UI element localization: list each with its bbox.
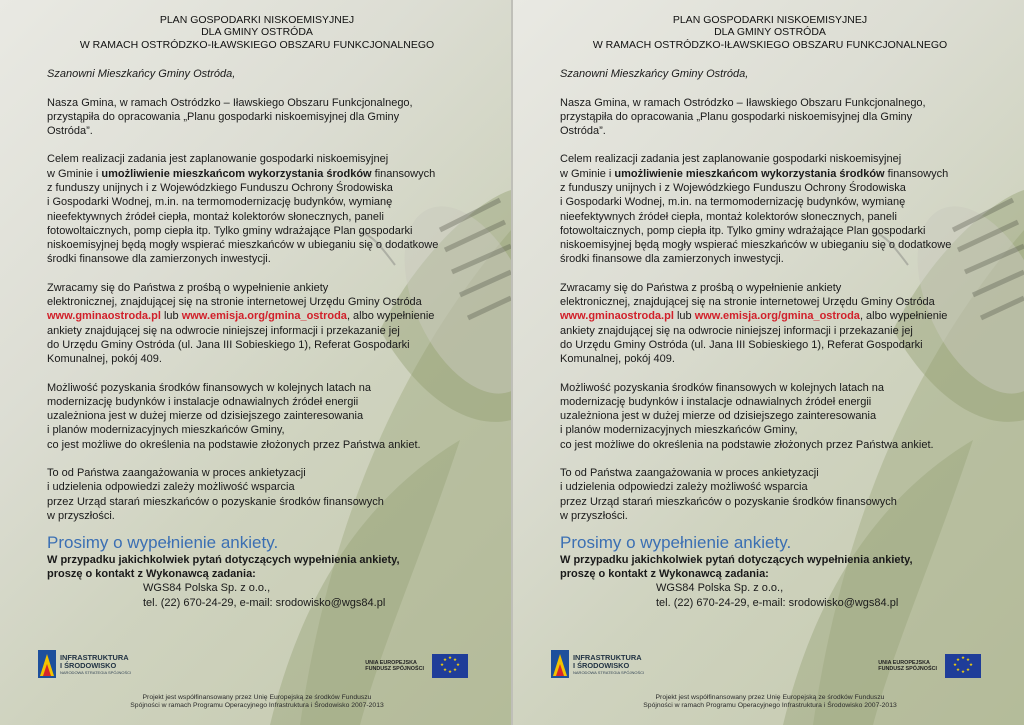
paragraph-intro (47, 96, 467, 139)
text-line: modernizację budynków i instalacje odnawialnych źródeł energii (47, 395, 359, 408)
contact-line: proszę o kontakt z Wykonawcą zadania: (560, 568, 769, 581)
eu-line: UNIA EUROPEJSKA (878, 659, 930, 666)
text-line: modernizację budynków i instalacje odnawialnych źródeł energii (560, 395, 872, 408)
text-line: przez Urząd starań mieszkańców o pozyskanie środków finansowych (47, 495, 384, 508)
text-line: uzależniona jest w dużej mierze od dzisiejszego zainteresowania (47, 410, 364, 423)
header-line: W RAMACH OSTRÓDZKO-IŁAWSKIEGO OBSZARU FUNKCJONALNEGO (79, 38, 435, 51)
bold-emphasis: umożliwienie mieszkańcom wykorzystania środków (614, 167, 885, 180)
gmina-website-link[interactable]: www.gminaostroda.pl (560, 310, 674, 323)
leaflet-content (47, 14, 467, 610)
text-line: i planów modernizacyjnych mieszkańców Gminy, (560, 424, 798, 437)
footer-logos (38, 650, 468, 682)
eu-line: FUNDUSZ SPÓJNOŚCI (878, 666, 937, 672)
paragraph-goal (560, 152, 980, 266)
text-line: i udzielenia odpowiedzi zależy możliwość wsparcia (47, 481, 295, 494)
bold-emphasis: umożliwienie mieszkańcom wykorzystania środków (101, 167, 372, 180)
text-line (560, 309, 980, 323)
footer-logos (551, 650, 981, 682)
text-span: finansowych (884, 167, 949, 180)
text-span: , albo wypełnienie (346, 310, 435, 323)
infrastruktura-logo (551, 650, 644, 678)
gmina-website-link[interactable]: www.gminaostroda.pl (47, 310, 161, 323)
text-line: ankiety znajdującej się na odwrocie niniejszej informacji i przekazanie jej (47, 324, 400, 337)
document-header (550, 14, 990, 51)
text-line: Komunalnej, pokój 409. (47, 353, 162, 366)
contact-block (560, 553, 980, 581)
footnote-line: Spójności w ramach Programu Operacyjnego Infrastruktura i Środowisko 2007-2013 (643, 702, 897, 710)
text-line: do Urzędu Gminy Ostróda (ul. Jana III Sobieskiego 1), Referat Gospodarki (560, 338, 923, 351)
eu-flag-icon: ★ ★ ★ ★ ★ ★ ★ ★ (945, 654, 981, 678)
text-line: środki finansowe dla zamierzonych inwestycji. (560, 253, 784, 266)
contact-line: W przypadku jakichkolwiek pytań dotyczących wypełnienia ankiety, (47, 554, 400, 567)
text-line: Zwracamy się do Państwa z prośbą o wypełnienie ankiety (47, 281, 329, 294)
eu-logo (878, 654, 981, 678)
contact-block (47, 553, 467, 581)
header-line: PLAN GOSPODARKI NISKOEMISYJNEJ (672, 14, 868, 26)
text-line: co jest możliwe do określenia na podstawie złożonych przez Państwa ankiet. (560, 438, 934, 451)
text-line: i planów modernizacyjnych mieszkańców Gminy, (47, 424, 285, 437)
text-line: niskoemisyjnej będą mogły wspierać mieszkańców w ubieganiu się o dodatkowe (560, 239, 952, 252)
header-line: DLA GMINY OSTRÓDA (201, 26, 313, 39)
infrastruktura-text (60, 654, 131, 675)
text-line: Komunalnej, pokój 409. (560, 353, 675, 366)
text-line: uzależniona jest w dużej mierze od dzisiejszego zainteresowania (560, 410, 877, 423)
text-span: lub (160, 310, 182, 323)
text-line: co jest możliwe do określenia na podstawie złożonych przez Państwa ankiet. (47, 438, 421, 451)
logo-subline: NARODOWA STRATEGIA SPÓJNOŚCI (573, 669, 645, 675)
infrastruktura-text (573, 654, 644, 675)
greeting: Szanowni Mieszkańcy Gminy Ostróda, (560, 68, 749, 81)
text-line: Ostróda”. (47, 125, 93, 138)
footnote-line: Spójności w ramach Programu Operacyjnego Infrastruktura i Środowisko 2007-2013 (130, 702, 384, 710)
text-line: i Gospodarki Wodnej, m.in. na termomodernizację budynków, wymianę (560, 196, 906, 209)
text-line: Ostróda”. (560, 125, 606, 138)
eu-line: FUNDUSZ SPÓJNOŚCI (365, 666, 424, 672)
paragraph-funding (47, 381, 467, 452)
text-line: To od Państwa zaangażowania w proces ankietyzacji (47, 467, 306, 480)
eu-logo (365, 654, 468, 678)
logo-line: I ŚRODOWISKO (573, 660, 630, 670)
text-line: przystąpiła do opracowania „Planu gospodarki niskoemisyjnej dla Gminy (47, 110, 400, 123)
header-line: W RAMACH OSTRÓDZKO-IŁAWSKIEGO OBSZARU FUNKCJONALNEGO (592, 38, 948, 51)
paragraph-goal (47, 152, 467, 266)
infrastruktura-logo (38, 650, 131, 678)
text-span: lub (673, 310, 695, 323)
text-span: , albo wypełnienie (859, 310, 948, 323)
text-line: przystąpiła do opracowania „Planu gospodarki niskoemisyjnej dla Gminy (560, 110, 913, 123)
eu-line: UNIA EUROPEJSKA (365, 659, 417, 666)
paragraph-funding (560, 381, 980, 452)
survey-appeal-heading: Prosimy o wypełnienie ankiety. (560, 533, 792, 553)
text-line: To od Państwa zaangażowania w proces ankietyzacji (560, 467, 819, 480)
text-line: i udzielenia odpowiedzi zależy możliwość wsparcia (560, 481, 808, 494)
paragraph-request (560, 281, 980, 367)
header-line: PLAN GOSPODARKI NISKOEMISYJNEJ (159, 14, 355, 26)
paragraph-engagement (47, 466, 467, 523)
leaflet-content (560, 14, 980, 610)
leaflet-page (0, 0, 511, 725)
contact-line: W przypadku jakichkolwiek pytań dotyczących wypełnienia ankiety, (560, 554, 913, 567)
text-line: Zwracamy się do Państwa z prośbą o wypełnienie ankiety (560, 281, 842, 294)
text-line: Celem realizacji zadania jest zaplanowanie gospodarki niskoemisyjnej (47, 153, 389, 166)
cofinancing-footnote (47, 694, 467, 711)
text-line: ankiety znajdującej się na odwrocie niniejszej informacji i przekazanie jej (560, 324, 913, 337)
text-line: Nasza Gmina, w ramach Ostródzko – Iławskiego Obszaru Funkcjonalnego, (47, 96, 413, 109)
cofinancing-footnote (560, 694, 980, 711)
footnote-line: Projekt jest współfinansowany przez Unię Europejską ze środków Funduszu (142, 694, 372, 701)
infrastruktura-mark-icon (551, 650, 569, 678)
eu-text (365, 660, 424, 673)
text-line: w przyszłości. (47, 509, 115, 522)
text-line: z funduszy unijnych i z Wojewódzkiego Funduszu Ochrony Środowiska (560, 182, 906, 194)
document-header (37, 14, 477, 51)
text-line: w przyszłości. (560, 509, 628, 522)
text-line: fotowoltaicznych, pomp ciepła itp. Tylko gminy wdrażające Plan gospodarki (47, 224, 413, 237)
text-line: elektronicznej, znajdującej się na stronie internetowej Urzędu Gminy Ostróda (47, 296, 422, 309)
paragraph-request (47, 281, 467, 367)
logo-line: INFRASTRUKTURA (573, 652, 642, 662)
greeting: Szanowni Mieszkańcy Gminy Ostróda, (47, 68, 236, 81)
text-line: elektronicznej, znajdującej się na stronie internetowej Urzędu Gminy Ostróda (560, 296, 935, 309)
footnote-line: Projekt jest współfinansowany przez Unię Europejską ze środków Funduszu (655, 694, 885, 701)
text-line: i Gospodarki Wodnej, m.in. na termomodernizację budynków, wymianę (47, 196, 393, 209)
text-line: fotowoltaicznych, pomp ciepła itp. Tylko gminy wdrażające Plan gospodarki (560, 224, 926, 237)
text-span: w Gminie i (560, 167, 615, 180)
eu-text (878, 660, 937, 673)
text-line (560, 167, 980, 181)
company-phone-email: tel. (22) 670-24-29, e-mail: srodowisko@wgs84.pl (656, 596, 899, 609)
text-line: środki finansowe dla zamierzonych inwestycji. (47, 253, 271, 266)
text-line: Celem realizacji zadania jest zaplanowanie gospodarki niskoemisyjnej (560, 153, 902, 166)
text-line: Możliwość pozyskania środków finansowych w kolejnych latach na (560, 381, 885, 394)
text-line (47, 167, 467, 181)
paragraph-engagement (560, 466, 980, 523)
eu-flag-icon: ★ ★ ★ ★ ★ ★ ★ ★ (432, 654, 468, 678)
text-span: finansowych (371, 167, 436, 180)
paragraph-intro (560, 96, 980, 139)
logo-line: I ŚRODOWISKO (60, 660, 117, 670)
infrastruktura-mark-icon (38, 650, 56, 678)
text-line: niskoemisyjnej będą mogły wspierać mieszkańców w ubieganiu się o dodatkowe (47, 239, 439, 252)
text-line: Możliwość pozyskania środków finansowych w kolejnych latach na (47, 381, 372, 394)
emisja-website-link[interactable]: www.emisja.org/gmina_ostroda (181, 310, 347, 323)
text-line: z funduszy unijnych i z Wojewódzkiego Funduszu Ochrony Środowiska (47, 182, 393, 194)
text-span: w Gminie i (47, 167, 102, 180)
logo-line: INFRASTRUKTURA (60, 652, 129, 662)
company-name: WGS84 Polska Sp. z o.o., (656, 582, 784, 595)
emisja-website-link[interactable]: www.emisja.org/gmina_ostroda (694, 310, 860, 323)
text-line (47, 309, 467, 323)
leaflet-page (511, 0, 1024, 725)
contact-line: proszę o kontakt z Wykonawcą zadania: (47, 568, 256, 581)
text-line: przez Urząd starań mieszkańców o pozyskanie środków finansowych (560, 495, 897, 508)
text-line: do Urzędu Gminy Ostróda (ul. Jana III Sobieskiego 1), Referat Gospodarki (47, 338, 410, 351)
company-name: WGS84 Polska Sp. z o.o., (143, 582, 271, 595)
text-line: Nasza Gmina, w ramach Ostródzko – Iławskiego Obszaru Funkcjonalnego, (560, 96, 926, 109)
text-line: nieefektywnych źródeł ciepła, montaż kolektorów słonecznych, paneli (47, 210, 384, 223)
logo-subline: NARODOWA STRATEGIA SPÓJNOŚCI (60, 669, 132, 675)
header-line: DLA GMINY OSTRÓDA (714, 26, 826, 39)
survey-appeal-heading: Prosimy o wypełnienie ankiety. (47, 533, 279, 553)
text-line: nieefektywnych źródeł ciepła, montaż kolektorów słonecznych, paneli (560, 210, 897, 223)
company-phone-email: tel. (22) 670-24-29, e-mail: srodowisko@wgs84.pl (143, 596, 386, 609)
